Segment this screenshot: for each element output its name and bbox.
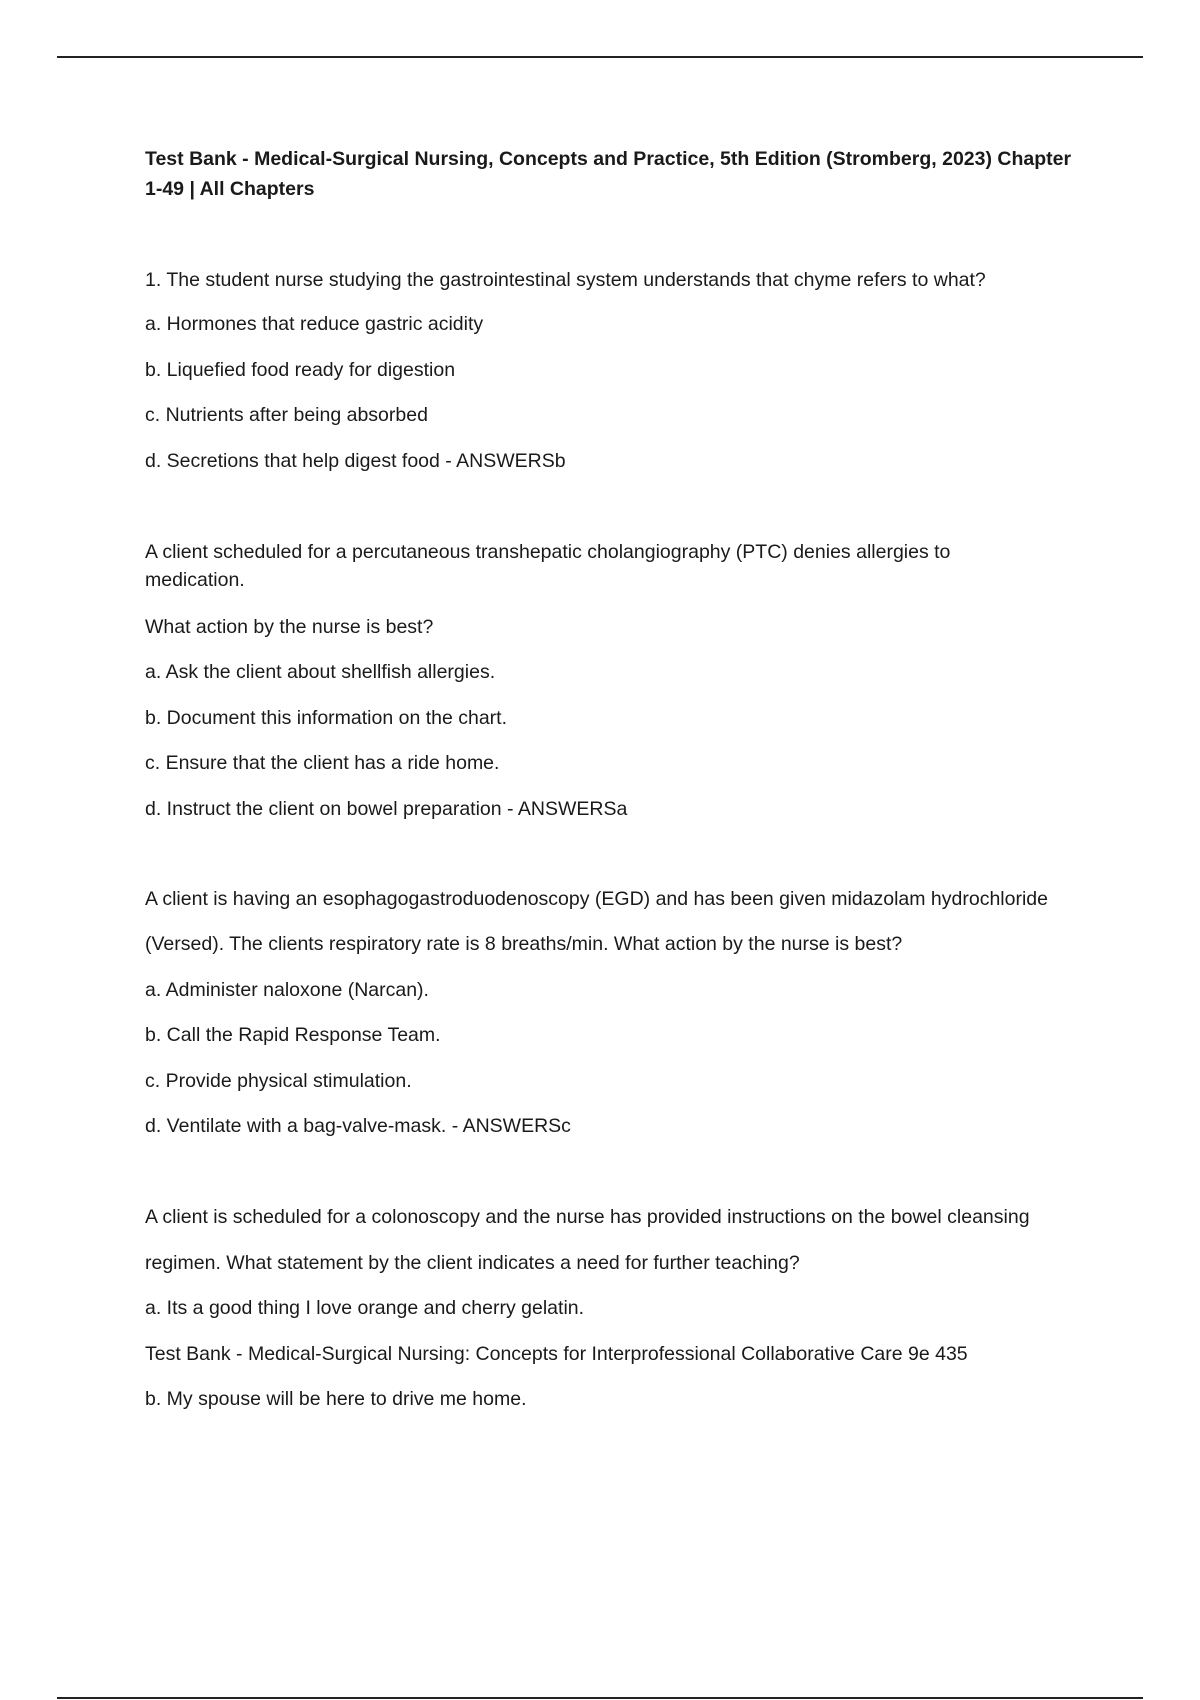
q4-stem-line-1: A client is scheduled for a colonoscopy and the nurse has provided instructions on the bowel cleansing: [145, 1206, 1030, 1228]
q3-option-d: d. Ventilate with a bag-valve-mask. - ANSWERSc: [145, 1115, 571, 1137]
q4-option-a: a. Its a good thing I love orange and cherry gelatin.: [145, 1297, 585, 1319]
q3-stem-line-1: A client is having an esophagogastroduodenoscopy (EGD) and has been given midazolam hydrochloride: [145, 888, 1048, 910]
q1-option-a: a. Hormones that reduce gastric acidity: [145, 313, 484, 335]
q2-option-c: c. Ensure that the client has a ride home.: [145, 752, 500, 774]
top-rule: [57, 56, 1143, 58]
q3-option-c: c. Provide physical stimulation.: [145, 1070, 412, 1092]
q4-stem-line-2: regimen. What statement by the client indicates a need for further teaching?: [145, 1252, 800, 1274]
q1-option-b: b. Liquefied food ready for digestion: [145, 359, 456, 381]
q2-option-a: a. Ask the client about shellfish allergies.: [145, 661, 496, 683]
q4-source-note: Test Bank - Medical-Surgical Nursing: Concepts for Interprofessional Collaborative Care 9e 435: [145, 1343, 968, 1365]
q3-option-a: a. Administer naloxone (Narcan).: [145, 979, 429, 1001]
bottom-rule: [57, 1697, 1143, 1699]
q1-option-d: d. Secretions that help digest food - ANSWERSb: [145, 450, 566, 472]
q2-stem: A client scheduled for a percutaneous transhepatic cholangiography (PTC) denies allergies to medication.: [145, 541, 951, 591]
q2-question: What action by the nurse is best?: [145, 616, 434, 638]
q3-stem-line-2: (Versed). The clients respiratory rate is 8 breaths/min. What action by the nurse is best?: [145, 933, 903, 955]
q2-option-b: b. Document this information on the chart.: [145, 707, 508, 729]
q1-stem: 1. The student nurse studying the gastrointestinal system understands that chyme refers to what?: [145, 269, 986, 291]
q4-option-b: b. My spouse will be here to drive me home.: [145, 1388, 527, 1410]
q2-option-d: d. Instruct the client on bowel preparation - ANSWERSa: [145, 798, 628, 820]
document-title: Test Bank - Medical-Surgical Nursing, Concepts and Practice, 5th Edition (Stromberg, 2023) Chapter 1-49 | All Chapters: [145, 148, 1072, 200]
q3-option-b: b. Call the Rapid Response Team.: [145, 1024, 441, 1046]
q1-option-c: c. Nutrients after being absorbed: [145, 404, 428, 426]
